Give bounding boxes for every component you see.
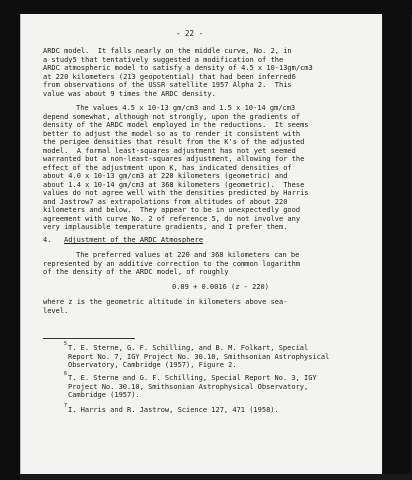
- paragraph-2-line-13: kilometers and below. They appear to be in unexpectedly good: [43, 206, 301, 214]
- section-title: Adjustment of the ARDC Atmosphere: [64, 236, 204, 244]
- paragraph-2-line-12: and Jastrow7 as extrapolations from altitudes of about 220: [43, 197, 288, 206]
- paragraph-2-line-10: about 1.4 x 10-14 gm/cm3 at 368 kilometers (geometric). These: [43, 180, 305, 189]
- equation: 0.89 + 0.0016 (z - 220): [172, 283, 269, 291]
- footnote-5-line-2: Report No. 7, IGY Project No. 30.10, Smithsonian Astrophysical: [68, 352, 330, 361]
- paragraph-2-line-9: about 4.0 x 10-13 gm/cm3 at 220 kilometers (geometric) and: [43, 172, 288, 180]
- paragraph-2-line-11: values do not agree well with the densities predicted by Harris: [43, 189, 309, 197]
- paragraph-1-line-2: a study5 that tentatively suggested a modification of the: [43, 55, 284, 64]
- paragraph-3-line-2: represented by an additive correction to the common logarithm: [43, 259, 301, 268]
- paragraph-3-line-1: The preferred values at 220 and 368 kilometers can be: [76, 251, 300, 259]
- paragraph-4-line-1: where z is the geometric altitude in kilometers above sea-: [43, 298, 288, 306]
- paragraph-1-line-4: at 220 kilometers (213 geopotential) that had been inferred6: [43, 72, 296, 81]
- paragraph-2-line-5: the perigee densities that result from the K's of the adjusted: [43, 138, 305, 146]
- paragraph-4-line-2: level.: [43, 306, 69, 315]
- paragraph-1-line-3: ARDC atmospheric model to satisfy a density of 4.5 x 10-13gm/cm3: [43, 64, 313, 72]
- footnote-7-line-1: I. Harris and R. Jastrow, Science 127, 471 (1958).: [68, 406, 279, 414]
- paragraph-2-line-6: model. A formal least-squares adjustment has not yet seemed: [43, 146, 296, 155]
- paragraph-2-line-14: agreement with curve No. 2 of reference 5, do not involve any: [43, 214, 301, 223]
- footnote-6-line-3: Cambridge (1957).: [68, 391, 140, 399]
- section-number: 4.: [43, 236, 52, 244]
- footnote-6-line-1: T. E. Sterne and G. F. Schilling, Special Report No. 3, IGY: [68, 374, 317, 382]
- footnote-5-line-3: Observatory, Cambridge (1957), Figure 2.: [68, 361, 237, 369]
- footnote-divider: [43, 338, 135, 339]
- scan-border-left: [0, 0, 20, 480]
- paragraph-1-line-6: value was about 9 times the ARDC density.: [43, 89, 216, 98]
- paragraph-2-line-4: better to adjust the model so as to render it consistent with: [43, 129, 301, 138]
- footnote-5-marker: 5: [64, 341, 68, 347]
- scan-border-right: [383, 14, 411, 474]
- paragraph-2-line-7: warranted but a non-least-squares adjustment, allowing for the: [43, 155, 305, 163]
- paragraph-2-line-15: very implausible temperature gradients, and I prefer them.: [43, 223, 288, 231]
- paragraph-1-line-5: from observations of the USSR satellite 1957 Alpha 2. This: [43, 81, 292, 89]
- paragraph-1-line-1: ARDC model. It falls nearly on the middle curve, No. 2, in: [43, 47, 292, 55]
- paragraph-2-line-3: density of the ARDC model employed in the reductions. It seems: [43, 121, 309, 129]
- footnote-5-line-1: T. E. Sterne, G. F. Schilling, and B. M. Folkart, Special: [68, 344, 309, 352]
- page-number: - 22 -: [176, 29, 204, 38]
- paragraph-2-line-8: effect of the adjustment upon K, has indicated densities of: [43, 163, 292, 172]
- paragraph-2-line-1: The values 4.5 x 10-13 gm/cm3 and 1.5 x 10-14 gm/cm3: [76, 104, 296, 112]
- footnote-7-marker: 7: [64, 403, 68, 409]
- footnote-6-line-2: Project No. 30.10, Smithsonian Astrophysical Observatory,: [68, 382, 309, 391]
- paragraph-2-line-2: depend somewhat, although not strongly, upon the gradients of: [43, 112, 301, 121]
- footnote-6-marker: 6: [64, 371, 68, 377]
- scan-border-top: [0, 0, 412, 14]
- paragraph-3-line-3: of the density of the ARDC model, of roughly: [43, 268, 229, 276]
